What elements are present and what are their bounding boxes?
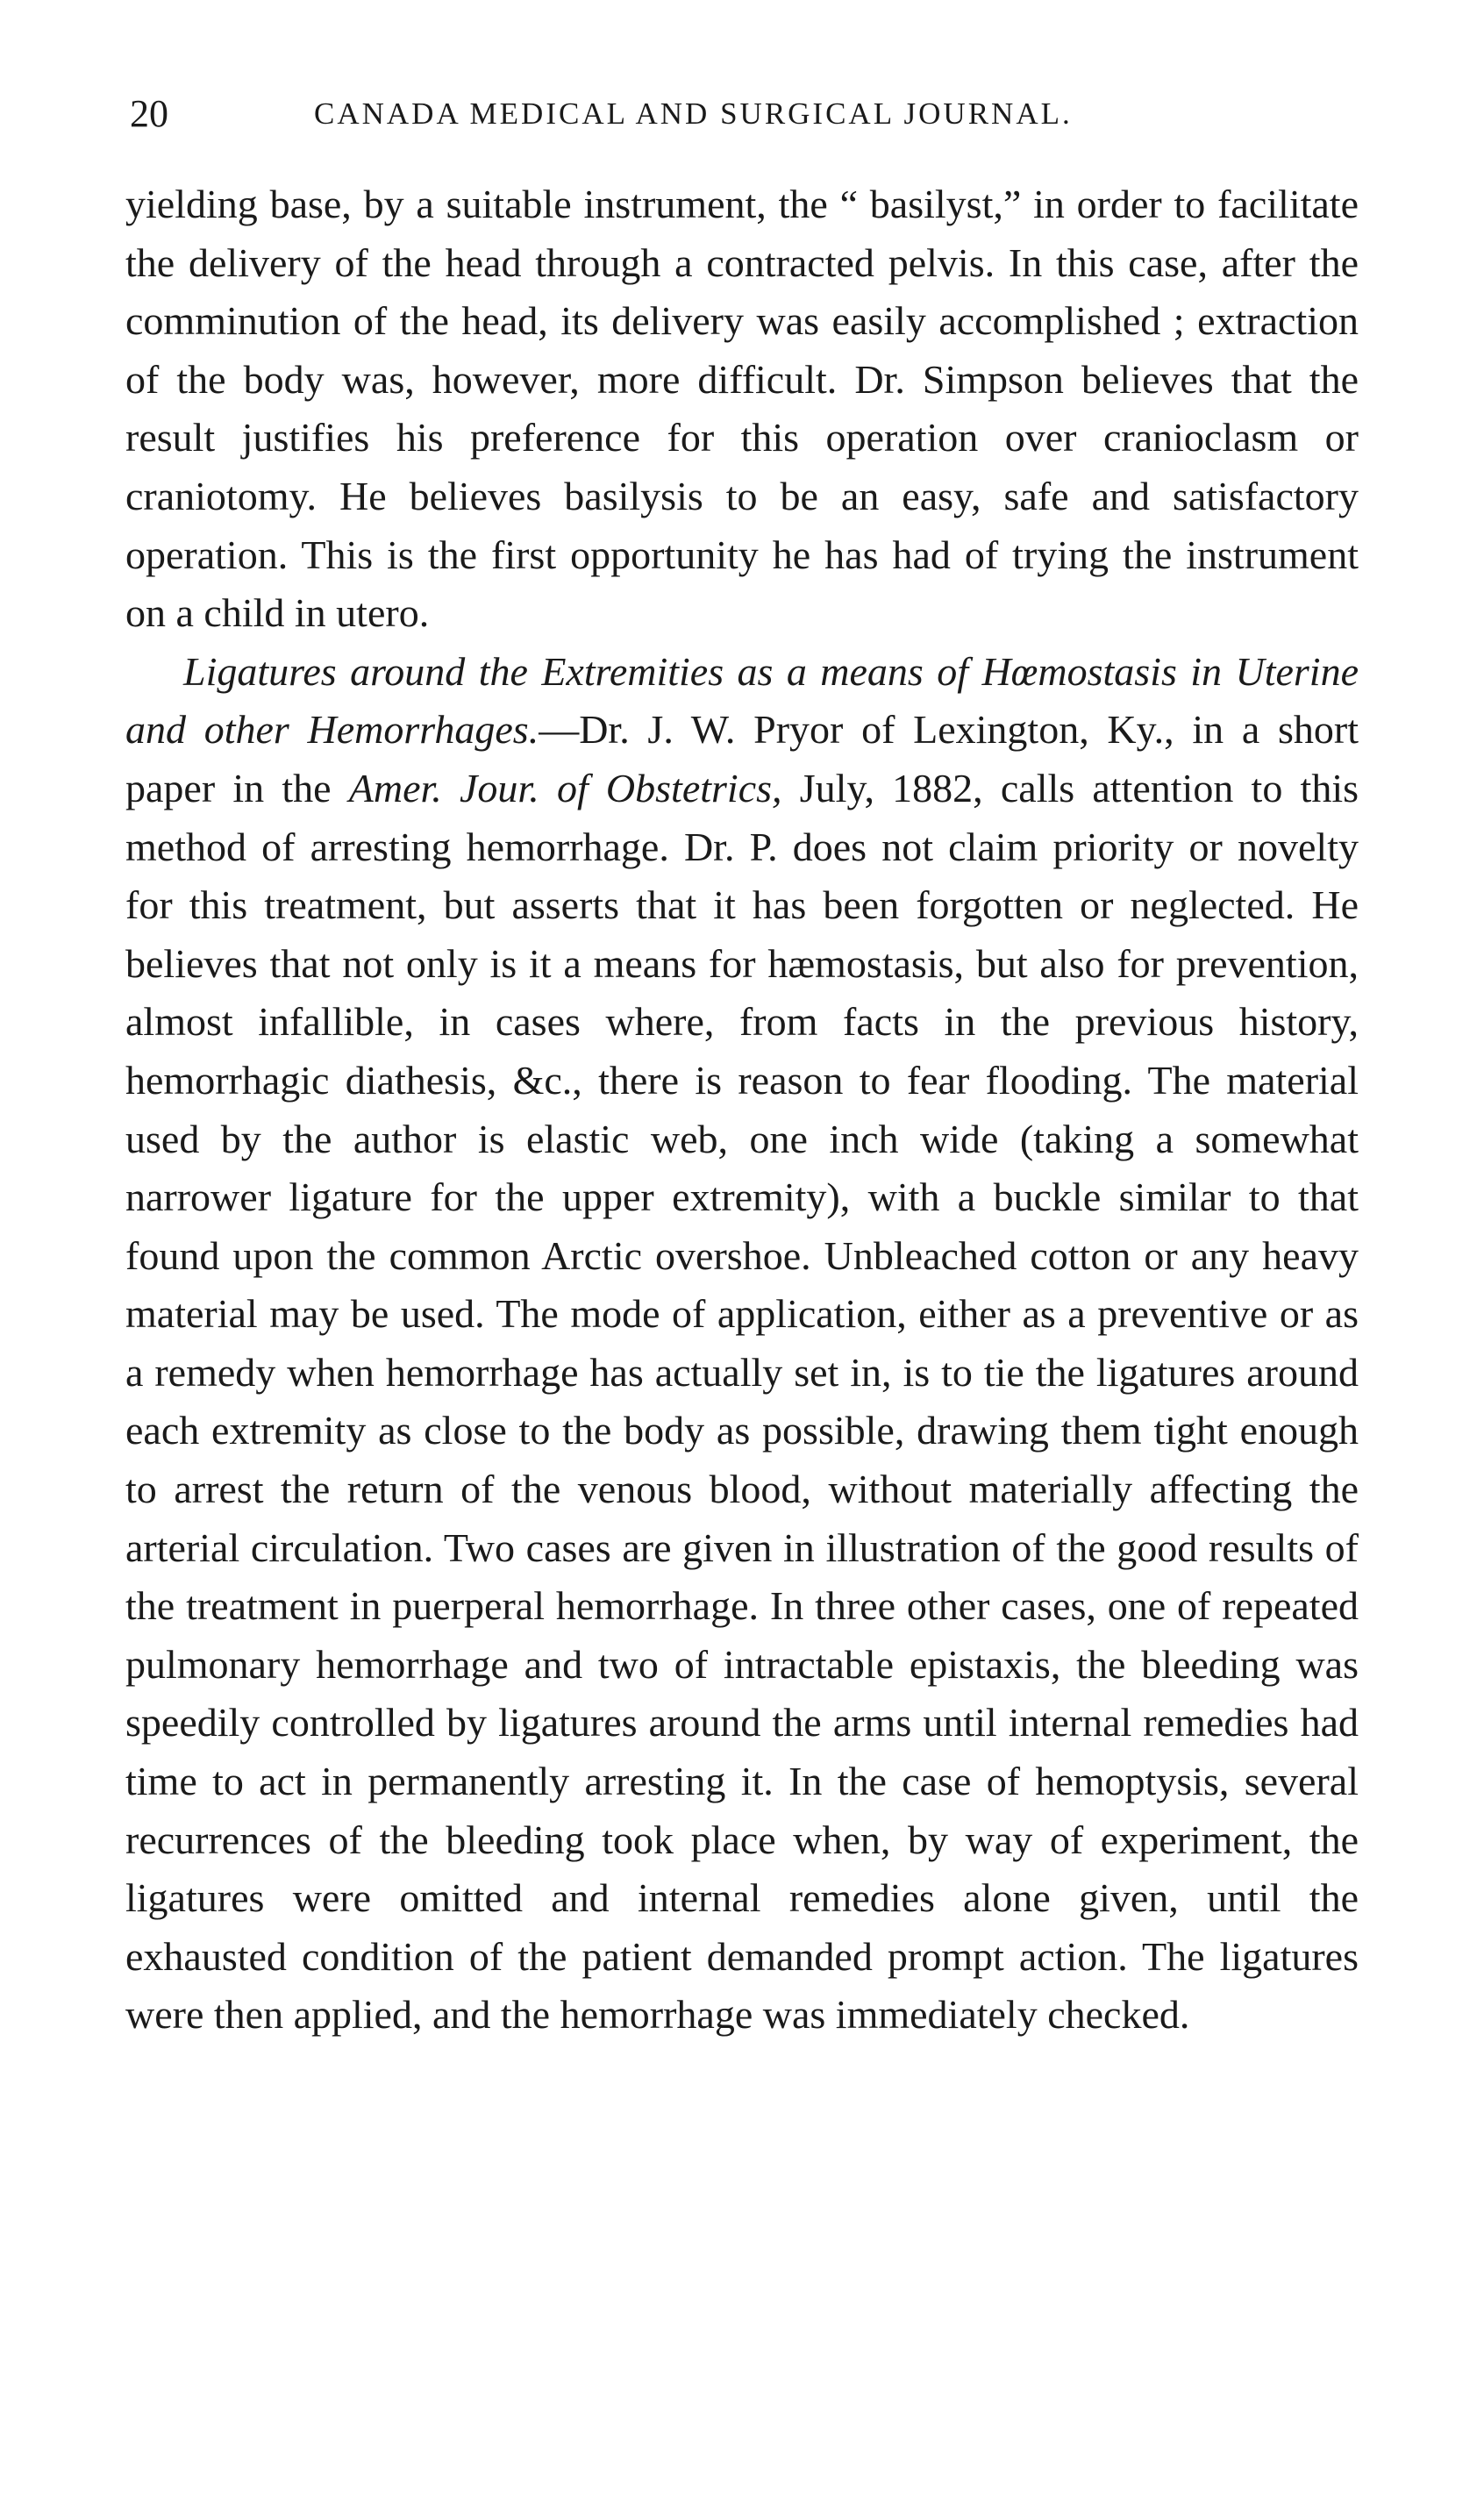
journal-title: CANADA MEDICAL AND SURGICAL JOURNAL. xyxy=(314,96,1073,131)
page-number: 20 xyxy=(130,92,168,135)
running-head xyxy=(130,88,1340,140)
article-body xyxy=(125,175,1359,2045)
paragraph-text: July, 1882, calls attention to this method of arresting hemorrhage. Dr. P. does not claim priority or novelty for this treatment, but asserts that it has been forgotten or neglected. He believes that not only is it a means for hæmostasis, but also for prevention, almost infallible, in cases where, from facts in the previous history, hemorrhagic diathesis, &c., there is reason to fear flooding. The material used by the author is elastic web, one inch wide (taking a somewhat narrower ligature for the upper extremity), with a buckle similar to that found upon the common Arctic overshoe. Unbleached cotton or any heavy material may be used. The mode of application, either as a preventive or as a remedy when hemorrhage has actually set in, is to tie the ligatures around each extremity as close to the body as possible, drawing them tight enough to arrest the return of the venous blood, without materially affecting the arterial circulation. Two cases are given in illustration of the good results of the treatment in puerperal hemorrhage. In three other cases, one of repeated pulmonary hemorrhage and two of intractable epistaxis, the bleeding was speedily controlled by ligatures around the arms until internal remedies had time to act in permanently arresting it. In the case of hemoptysis, several recurrences of the bleeding took place when, by way of experiment, the ligatures were omitted and internal remedies alone given, until the exhausted condition of the patient demanded prompt action. The ligatures were then applied, and the hemorrhage was immediately checked. xyxy=(125,765,1359,2038)
section-heading: Ligatures around the Extremities as a means of Hœmostasis in Uterine and other Hemorrhages. xyxy=(125,648,1359,753)
paragraph-lead: —Dr. J. W. Pryor of Lexington, Ky., in a short paper in the xyxy=(125,707,1359,810)
paragraph-basilysis: yielding base, by a suitable instrument, the “ basilyst,” in order to facilitate the delivery of the head through a contracted pelvis. In this case, after the comminution of the head, its delivery was easily accomplished ; extraction of the body was, however, more difficult. Dr. Simpson believes that the result justifies his preference for this operation over cranioclasm or craniotomy. He believes basilysis to be an easy, safe and satisfactory operation. This is the first opportunity he has had of trying the instrument on a child in utero. xyxy=(125,182,1359,636)
paragraph-ligatures xyxy=(125,643,1359,2045)
source-citation: Amer. Jour. of Obstetrics, xyxy=(348,765,782,810)
